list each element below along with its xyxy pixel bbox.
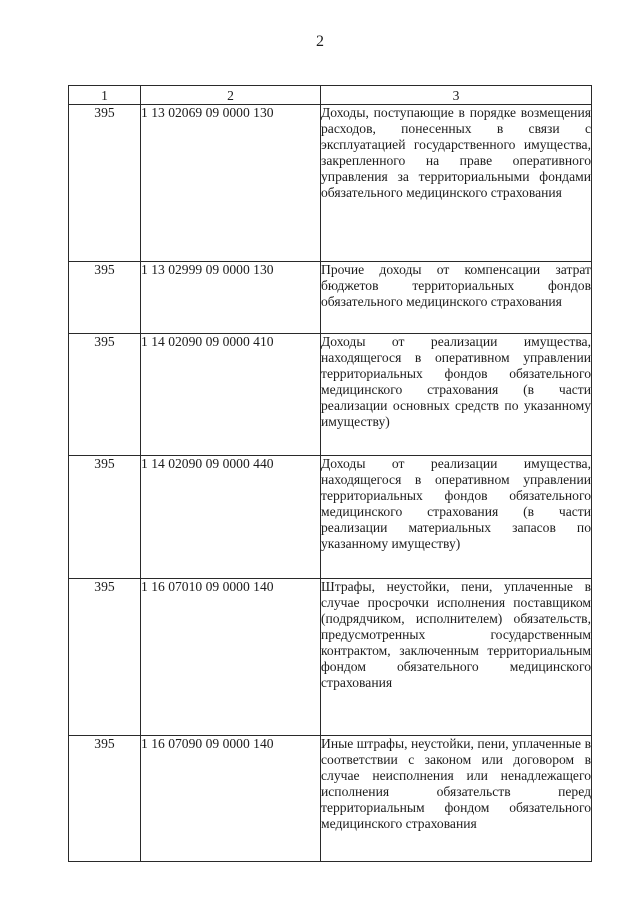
table-row — [69, 105, 592, 262]
revenue-name-cell: Доходы от реализации имущества, находящегося в оперативном управлении территориальных фондов обязательного медицинского страхования (в части реализации основных средств по указанному имуществу) — [321, 334, 592, 456]
table-header-row — [69, 86, 592, 105]
admin-code-cell: 395 — [69, 456, 141, 579]
revenue-code-cell: 1 13 02069 09 0000 130 — [141, 105, 321, 262]
revenue-name-cell: Штрафы, неустойки, пени, уплаченные в случае просрочки исполнения поставщиком (подрядчиком, исполнителем) обязательств, предусмотренных государственным контрактом, заключенным территориальным фондом обязательного медицинского страхования — [321, 579, 592, 736]
admin-code-cell: 395 — [69, 334, 141, 456]
revenue-codes-table — [68, 85, 592, 862]
revenue-name-cell: Прочие доходы от компенсации затрат бюджетов территориальных фондов обязательного медицинского страхования — [321, 262, 592, 334]
table-row — [69, 736, 592, 862]
table-row — [69, 334, 592, 456]
revenue-name-cell: Иные штрафы, неустойки, пени, уплаченные в соответствии с законом или договором в случае неисполнения или ненадлежащего исполнения обязательств перед территориальным фондом обязательного медицинского страхования — [321, 736, 592, 862]
revenue-code-cell: 1 16 07010 09 0000 140 — [141, 579, 321, 736]
header-col-1: 1 — [69, 86, 141, 105]
header-col-3: 3 — [321, 86, 592, 105]
page-number: 2 — [316, 33, 324, 50]
table-row — [69, 262, 592, 334]
revenue-code-cell: 1 13 02999 09 0000 130 — [141, 262, 321, 334]
revenue-code-cell: 1 16 07090 09 0000 140 — [141, 736, 321, 862]
admin-code-cell: 395 — [69, 579, 141, 736]
header-col-2: 2 — [141, 86, 321, 105]
admin-code-cell: 395 — [69, 262, 141, 334]
admin-code-cell: 395 — [69, 736, 141, 862]
table-row — [69, 456, 592, 579]
admin-code-cell: 395 — [69, 105, 141, 262]
revenue-code-cell: 1 14 02090 09 0000 410 — [141, 334, 321, 456]
revenue-name-cell: Доходы от реализации имущества, находящегося в оперативном управлении территориальных фондов обязательного медицинского страхования (в части реализации материальных запасов по указанному имуществу) — [321, 456, 592, 579]
table-row — [69, 579, 592, 736]
revenue-name-cell: Доходы, поступающие в порядке возмещения расходов, понесенных в связи с эксплуатацией государственного имущества, закрепленного на праве оперативного управления за территориальными фондами обязательного медицинского страхования — [321, 105, 592, 262]
revenue-code-cell: 1 14 02090 09 0000 440 — [141, 456, 321, 579]
